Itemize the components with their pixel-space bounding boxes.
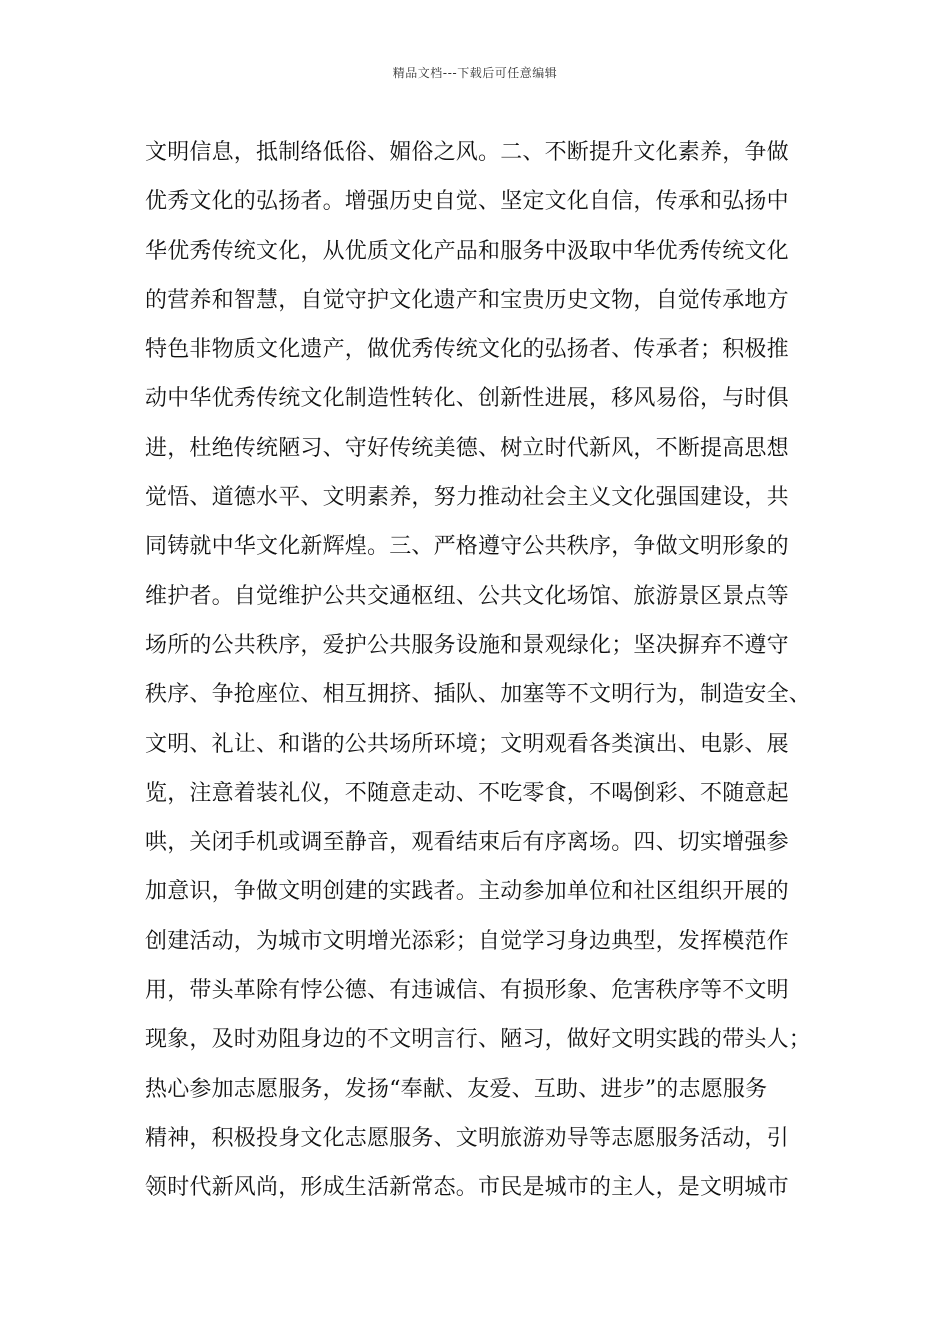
text-line: 用，带头革除有悖公德、有违诚信、有损形象、危害秩序等不文明 <box>145 978 789 1004</box>
text-line: 创建活动，为城市文明增光添彩；自觉学习身边典型，发挥模范作 <box>145 928 789 954</box>
text-line: 文明信息，抵制络低俗、媚俗之风。二、不断提升文化素养，争做 <box>145 140 789 165</box>
text-line: 优秀文化的弘扬者。增强历史自觉、坚定文化自信，传承和弘扬中 <box>145 189 789 215</box>
text-line: 的营养和智慧，自觉守护文化遗产和宝贵历史文物，自觉传承地方 <box>145 287 789 313</box>
text-line: 场所的公共秩序，爱护公共服务设施和景观绿化；坚决摒弃不遵守 <box>145 632 789 658</box>
text-line: 热心参加志愿服务，发扬“奉献、友爱、互助、进步”的志愿服务 <box>145 1076 768 1102</box>
page-header: 精品文档---下载后可任意编辑 <box>392 66 558 80</box>
text-line: 精神，积极投身文化志愿服务、文明旅游劝导等志愿服务活动，引 <box>145 1125 789 1151</box>
text-line: 华优秀传统文化，从优质文化产品和服务中汲取中华优秀传统文化 <box>145 238 789 264</box>
text-line: 维护者。自觉维护公共交通枢纽、公共文化场馆、旅游景区景点等 <box>145 583 789 609</box>
text-line: 领时代新风尚，形成生活新常态。市民是城市的主人，是文明城市 <box>145 1175 789 1201</box>
body-text <box>145 128 835 1213</box>
text-line: 现象，及时劝阻身边的不文明言行、陋习，做好文明实践的带头人； <box>145 1027 812 1053</box>
text-line: 秩序、争抢座位、相互拥挤、插队、加塞等不文明行为，制造安全、 <box>145 682 812 708</box>
text-line: 动中华优秀传统文化制造性转化、创新性进展，移风易俗，与时俱 <box>145 386 789 412</box>
text-line: 进，杜绝传统陋习、守好传统美德、树立时代新风，不断提高思想 <box>145 435 789 461</box>
text-line: 文明、礼让、和谐的公共场所环境；文明观看各类演出、电影、展 <box>145 731 789 757</box>
text-line: 觉悟、道德水平、文明素养，努力推动社会主义文化强国建设，共 <box>145 485 789 511</box>
text-line: 同铸就中华文化新辉煌。三、严格遵守公共秩序，争做文明形象的 <box>145 534 789 560</box>
text-line: 哄，关闭手机或调至静音，观看结束后有序离场。四、切实增强参 <box>145 830 789 856</box>
text-line: 览，注意着装礼仪，不随意走动、不吃零食，不喝倒彩、不随意起 <box>145 780 789 806</box>
text-line: 特色非物质文化遗产，做优秀传统文化的弘扬者、传承者；积极推 <box>145 337 789 363</box>
text-line: 加意识，争做文明创建的实践者。主动参加单位和社区组织开展的 <box>145 879 789 905</box>
